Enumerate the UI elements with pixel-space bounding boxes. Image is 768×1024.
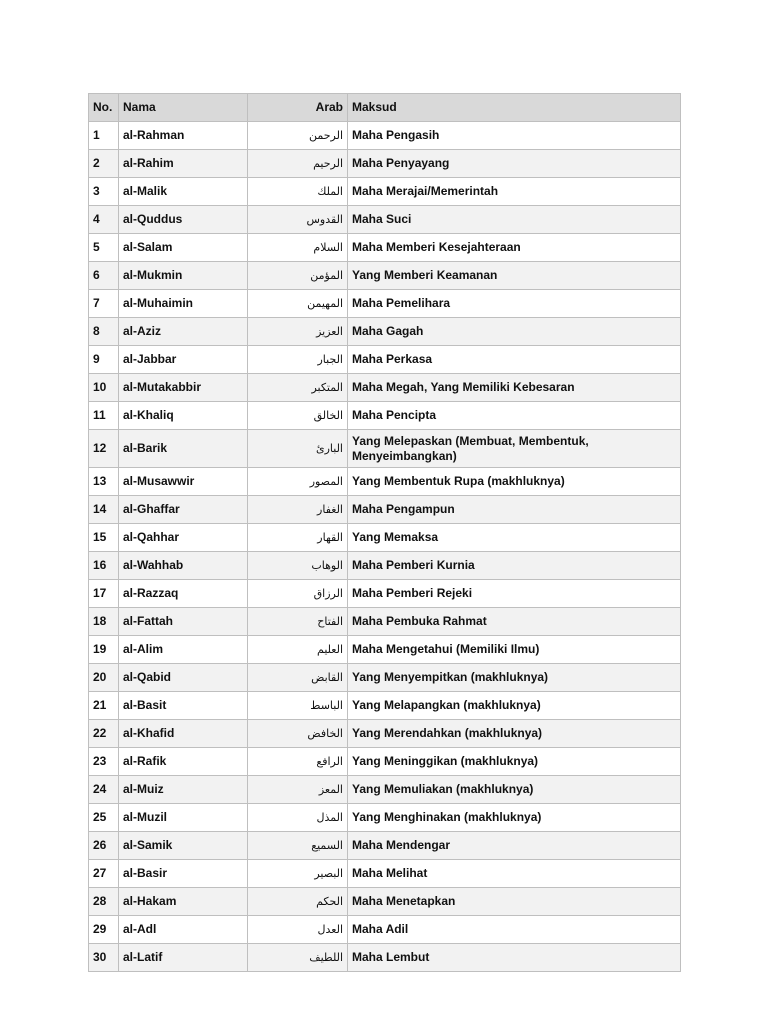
row-maksud: Maha Pemberi Kurnia [348, 552, 681, 580]
row-nama: al-Rahim [119, 150, 248, 178]
table-row [89, 346, 681, 374]
row-maksud: Maha Menetapkan [348, 888, 681, 916]
row-nama: al-Basir [119, 860, 248, 888]
row-maksud: Maha Pemberi Rejeki [348, 580, 681, 608]
row-arab: اللطيف [248, 944, 348, 972]
row-number: 24 [89, 776, 119, 804]
row-number: 5 [89, 234, 119, 262]
header-row [89, 94, 681, 122]
row-nama: al-Ghaffar [119, 496, 248, 524]
row-number: 19 [89, 636, 119, 664]
table-row [89, 122, 681, 150]
row-nama: al-Mutakabbir [119, 374, 248, 402]
row-maksud: Maha Merajai/Memerintah [348, 178, 681, 206]
row-nama: al-Qabid [119, 664, 248, 692]
row-arab: العليم [248, 636, 348, 664]
row-nama: al-Samik [119, 832, 248, 860]
row-nama: al-Jabbar [119, 346, 248, 374]
table-row [89, 552, 681, 580]
row-number: 8 [89, 318, 119, 346]
table-row [89, 430, 681, 468]
table-row [89, 318, 681, 346]
row-arab: البصير [248, 860, 348, 888]
row-nama: al-Razzaq [119, 580, 248, 608]
row-arab: الباسط [248, 692, 348, 720]
row-nama: al-Muiz [119, 776, 248, 804]
row-arab: الملك [248, 178, 348, 206]
header-no: No. [89, 94, 119, 122]
row-arab: السميع [248, 832, 348, 860]
row-nama: al-Muhaimin [119, 290, 248, 318]
table-row [89, 468, 681, 496]
row-maksud: Maha Pemelihara [348, 290, 681, 318]
row-arab: البارئ [248, 430, 348, 468]
row-nama: al-Malik [119, 178, 248, 206]
row-maksud: Maha Mengetahui (Memiliki Ilmu) [348, 636, 681, 664]
row-number: 3 [89, 178, 119, 206]
table-row [89, 832, 681, 860]
row-nama: al-Rahman [119, 122, 248, 150]
row-number: 30 [89, 944, 119, 972]
row-number: 10 [89, 374, 119, 402]
row-arab: الغفار [248, 496, 348, 524]
row-nama: al-Alim [119, 636, 248, 664]
row-number: 27 [89, 860, 119, 888]
row-maksud: Maha Gagah [348, 318, 681, 346]
row-number: 17 [89, 580, 119, 608]
row-nama: al-Wahhab [119, 552, 248, 580]
row-maksud: Yang Membentuk Rupa (makhluknya) [348, 468, 681, 496]
header-nama: Nama [119, 94, 248, 122]
row-arab: العدل [248, 916, 348, 944]
table-row [89, 178, 681, 206]
row-arab: القدوس [248, 206, 348, 234]
row-nama: al-Rafik [119, 748, 248, 776]
row-maksud: Maha Lembut [348, 944, 681, 972]
row-arab: الوهاب [248, 552, 348, 580]
table-row [89, 402, 681, 430]
row-number: 4 [89, 206, 119, 234]
row-number: 23 [89, 748, 119, 776]
row-arab: الرافع [248, 748, 348, 776]
row-nama: al-Khafid [119, 720, 248, 748]
table-row [89, 608, 681, 636]
row-maksud: Maha Adil [348, 916, 681, 944]
table-row [89, 860, 681, 888]
row-maksud: Maha Penyayang [348, 150, 681, 178]
row-number: 1 [89, 122, 119, 150]
table-row [89, 524, 681, 552]
row-number: 7 [89, 290, 119, 318]
row-arab: الرزاق [248, 580, 348, 608]
names-table [88, 93, 681, 972]
row-nama: al-Quddus [119, 206, 248, 234]
row-number: 25 [89, 804, 119, 832]
row-maksud: Yang Melapangkan (makhluknya) [348, 692, 681, 720]
row-arab: المهيمن [248, 290, 348, 318]
row-nama: al-Basit [119, 692, 248, 720]
row-arab: المصور [248, 468, 348, 496]
row-number: 9 [89, 346, 119, 374]
row-maksud: Yang Memaksa [348, 524, 681, 552]
row-nama: al-Musawwir [119, 468, 248, 496]
row-nama: al-Fattah [119, 608, 248, 636]
row-maksud: Maha Perkasa [348, 346, 681, 374]
row-nama: al-Muzil [119, 804, 248, 832]
table-body [89, 122, 681, 972]
row-maksud: Maha Megah, Yang Memiliki Kebesaran [348, 374, 681, 402]
table-row [89, 776, 681, 804]
row-arab: المؤمن [248, 262, 348, 290]
row-number: 12 [89, 430, 119, 468]
row-maksud: Yang Merendahkan (makhluknya) [348, 720, 681, 748]
row-maksud: Maha Suci [348, 206, 681, 234]
row-maksud: Maha Pengampun [348, 496, 681, 524]
table-row [89, 580, 681, 608]
table-row [89, 234, 681, 262]
row-number: 13 [89, 468, 119, 496]
row-maksud: Maha Melihat [348, 860, 681, 888]
row-maksud: Maha Memberi Kesejahteraan [348, 234, 681, 262]
row-maksud: Maha Mendengar [348, 832, 681, 860]
header-arab: Arab [248, 94, 348, 122]
row-arab: الخالق [248, 402, 348, 430]
row-nama: al-Adl [119, 916, 248, 944]
row-number: 20 [89, 664, 119, 692]
row-maksud: Maha Pencipta [348, 402, 681, 430]
row-arab: الرحمن [248, 122, 348, 150]
row-maksud: Maha Pengasih [348, 122, 681, 150]
row-number: 22 [89, 720, 119, 748]
row-arab: الخافض [248, 720, 348, 748]
table-row [89, 720, 681, 748]
row-maksud: Yang Meninggikan (makhluknya) [348, 748, 681, 776]
table-row [89, 150, 681, 178]
header-maksud: Maksud [348, 94, 681, 122]
table-row [89, 664, 681, 692]
row-number: 21 [89, 692, 119, 720]
row-nama: al-Khaliq [119, 402, 248, 430]
row-number: 14 [89, 496, 119, 524]
row-maksud: Maha Pembuka Rahmat [348, 608, 681, 636]
row-number: 29 [89, 916, 119, 944]
row-nama: al-Qahhar [119, 524, 248, 552]
table-row [89, 206, 681, 234]
row-nama: al-Hakam [119, 888, 248, 916]
row-arab: السلام [248, 234, 348, 262]
row-number: 16 [89, 552, 119, 580]
row-arab: الحكم [248, 888, 348, 916]
table-row [89, 692, 681, 720]
table-row [89, 916, 681, 944]
table-row [89, 636, 681, 664]
row-number: 28 [89, 888, 119, 916]
row-number: 6 [89, 262, 119, 290]
row-nama: al-Salam [119, 234, 248, 262]
row-arab: العزيز [248, 318, 348, 346]
row-arab: الجبار [248, 346, 348, 374]
row-maksud: Yang Memberi Keamanan [348, 262, 681, 290]
row-number: 11 [89, 402, 119, 430]
row-number: 26 [89, 832, 119, 860]
row-number: 18 [89, 608, 119, 636]
row-arab: الفتاح [248, 608, 348, 636]
row-maksud: Yang Melepaskan (Membuat, Membentuk, Menyeimbangkan) [348, 430, 681, 468]
row-number: 2 [89, 150, 119, 178]
row-maksud: Yang Menghinakan (makhluknya) [348, 804, 681, 832]
table-row [89, 496, 681, 524]
row-arab: القهار [248, 524, 348, 552]
row-arab: المتكبر [248, 374, 348, 402]
table-row [89, 748, 681, 776]
row-arab: المعز [248, 776, 348, 804]
row-arab: القابض [248, 664, 348, 692]
row-maksud: Yang Memuliakan (makhluknya) [348, 776, 681, 804]
table-row [89, 804, 681, 832]
row-maksud: Yang Menyempitkan (makhluknya) [348, 664, 681, 692]
row-number: 15 [89, 524, 119, 552]
row-nama: al-Latif [119, 944, 248, 972]
table-row [89, 262, 681, 290]
table-row [89, 374, 681, 402]
row-nama: al-Aziz [119, 318, 248, 346]
table-row [89, 290, 681, 318]
table-row [89, 944, 681, 972]
row-nama: al-Mukmin [119, 262, 248, 290]
row-arab: الرحيم [248, 150, 348, 178]
table-row [89, 888, 681, 916]
row-arab: المذل [248, 804, 348, 832]
row-nama: al-Barik [119, 430, 248, 468]
